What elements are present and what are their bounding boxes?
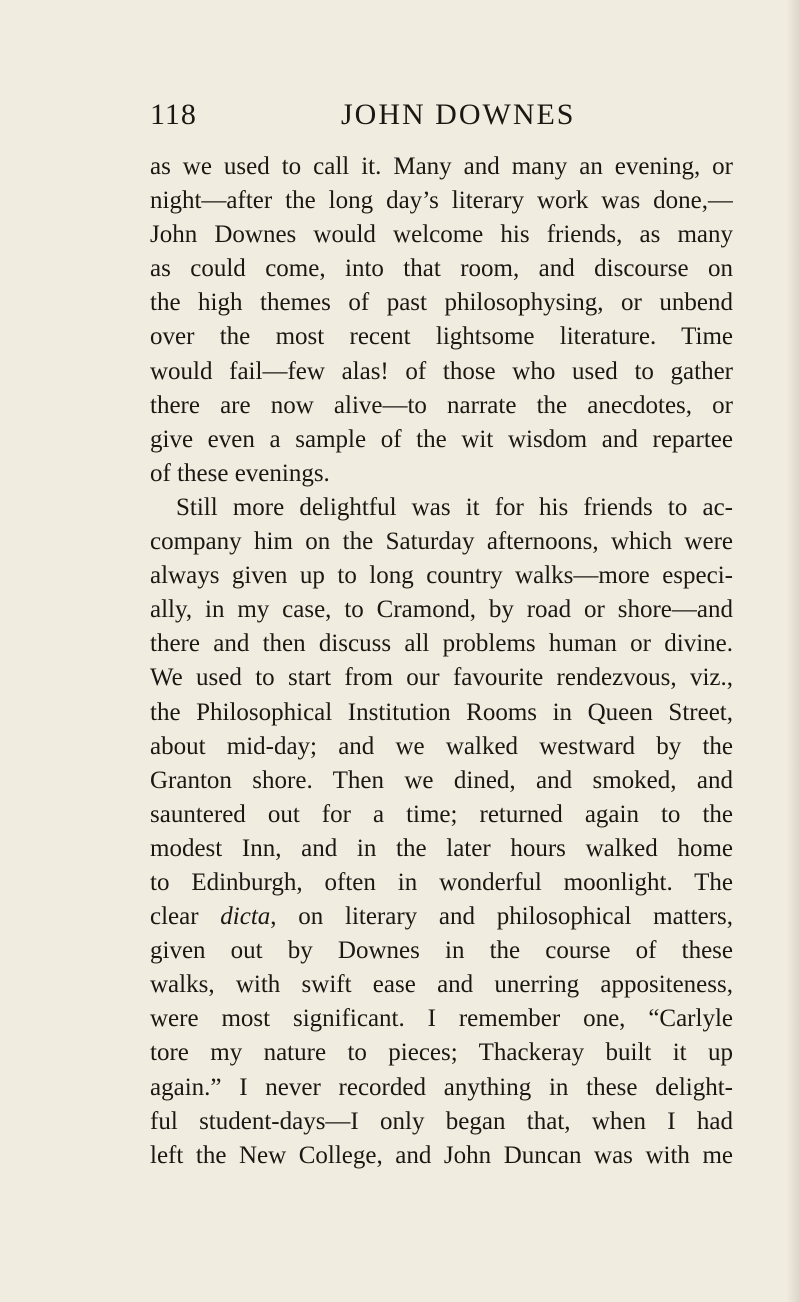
page-edge-shadow [786,0,800,1302]
page-number: 118 [150,98,197,131]
line-text-before: clear [150,903,221,931]
text-line: over the most recent lightsome literature. Time [150,323,733,351]
text-line: left the New College, and John Duncan was with me [150,1141,733,1169]
text-line-with-italic [150,900,733,934]
text-line: as could come, into that room, and discourse on [150,255,733,283]
text-line: sauntered out for a time; returned again to the [150,800,733,828]
text-line: modest Inn, and in the later hours walked home [150,834,733,862]
text-line: again.” I never recorded anything in these delight- [150,1073,733,1101]
text-line: give even a sample of the wit wisdom and repartee [150,425,733,453]
page-header [0,98,800,142]
text-line: tore my nature to pieces; Thackeray built it up [150,1039,733,1067]
text-line: given out by Downes in the course of these [150,937,733,965]
text-line: walks, with swift ease and unerring appositeness, [150,971,733,999]
text-line: the high themes of past philosophysing, or unbend [150,289,733,317]
text-line: We used to start from our favourite rendezvous, viz., [150,664,733,692]
text-line: always given up to long country walks—more especi- [150,562,733,590]
paragraph-end-line: of these evenings. [150,459,330,487]
text-line: there and then discuss all problems human or divine. [150,630,733,658]
text-line: there are now alive—to narrate the anecdotes, or [150,391,733,419]
text-line: Granton shore. Then we dined, and smoked, and [150,766,733,794]
text-line: to Edinburgh, often in wonderful moonlight. The [150,868,733,896]
text-line: were most significant. I remember one, “Carlyle [150,1005,733,1033]
italic-word: dicta [220,903,271,931]
text-line: about mid-day; and we walked westward by the [150,732,733,760]
text-line: John Downes would welcome his friends, as many [150,221,733,249]
text-line: the Philosophical Institution Rooms in Queen Street, [150,698,733,726]
line-text-after: , on literary and philosophical matters, [270,903,733,931]
text-line: ful student-days—I only began that, when I had [150,1107,733,1135]
text-line: would fail—few alas! of those who used to gather [150,357,733,385]
paragraph-start-line: Still more delightful was it for his friends to ac- [176,493,733,521]
text-line: ally, in my case, to Cramond, by road or shore—and [150,596,733,624]
running-head: JOHN DOWNES [341,98,576,131]
text-line: company him on the Saturday afternoons, which were [150,528,733,556]
text-line: as we used to call it. Many and many an evening, or [150,153,733,180]
body-text [150,150,733,1173]
text-line: night—after the long day’s literary work was done,— [150,187,733,215]
